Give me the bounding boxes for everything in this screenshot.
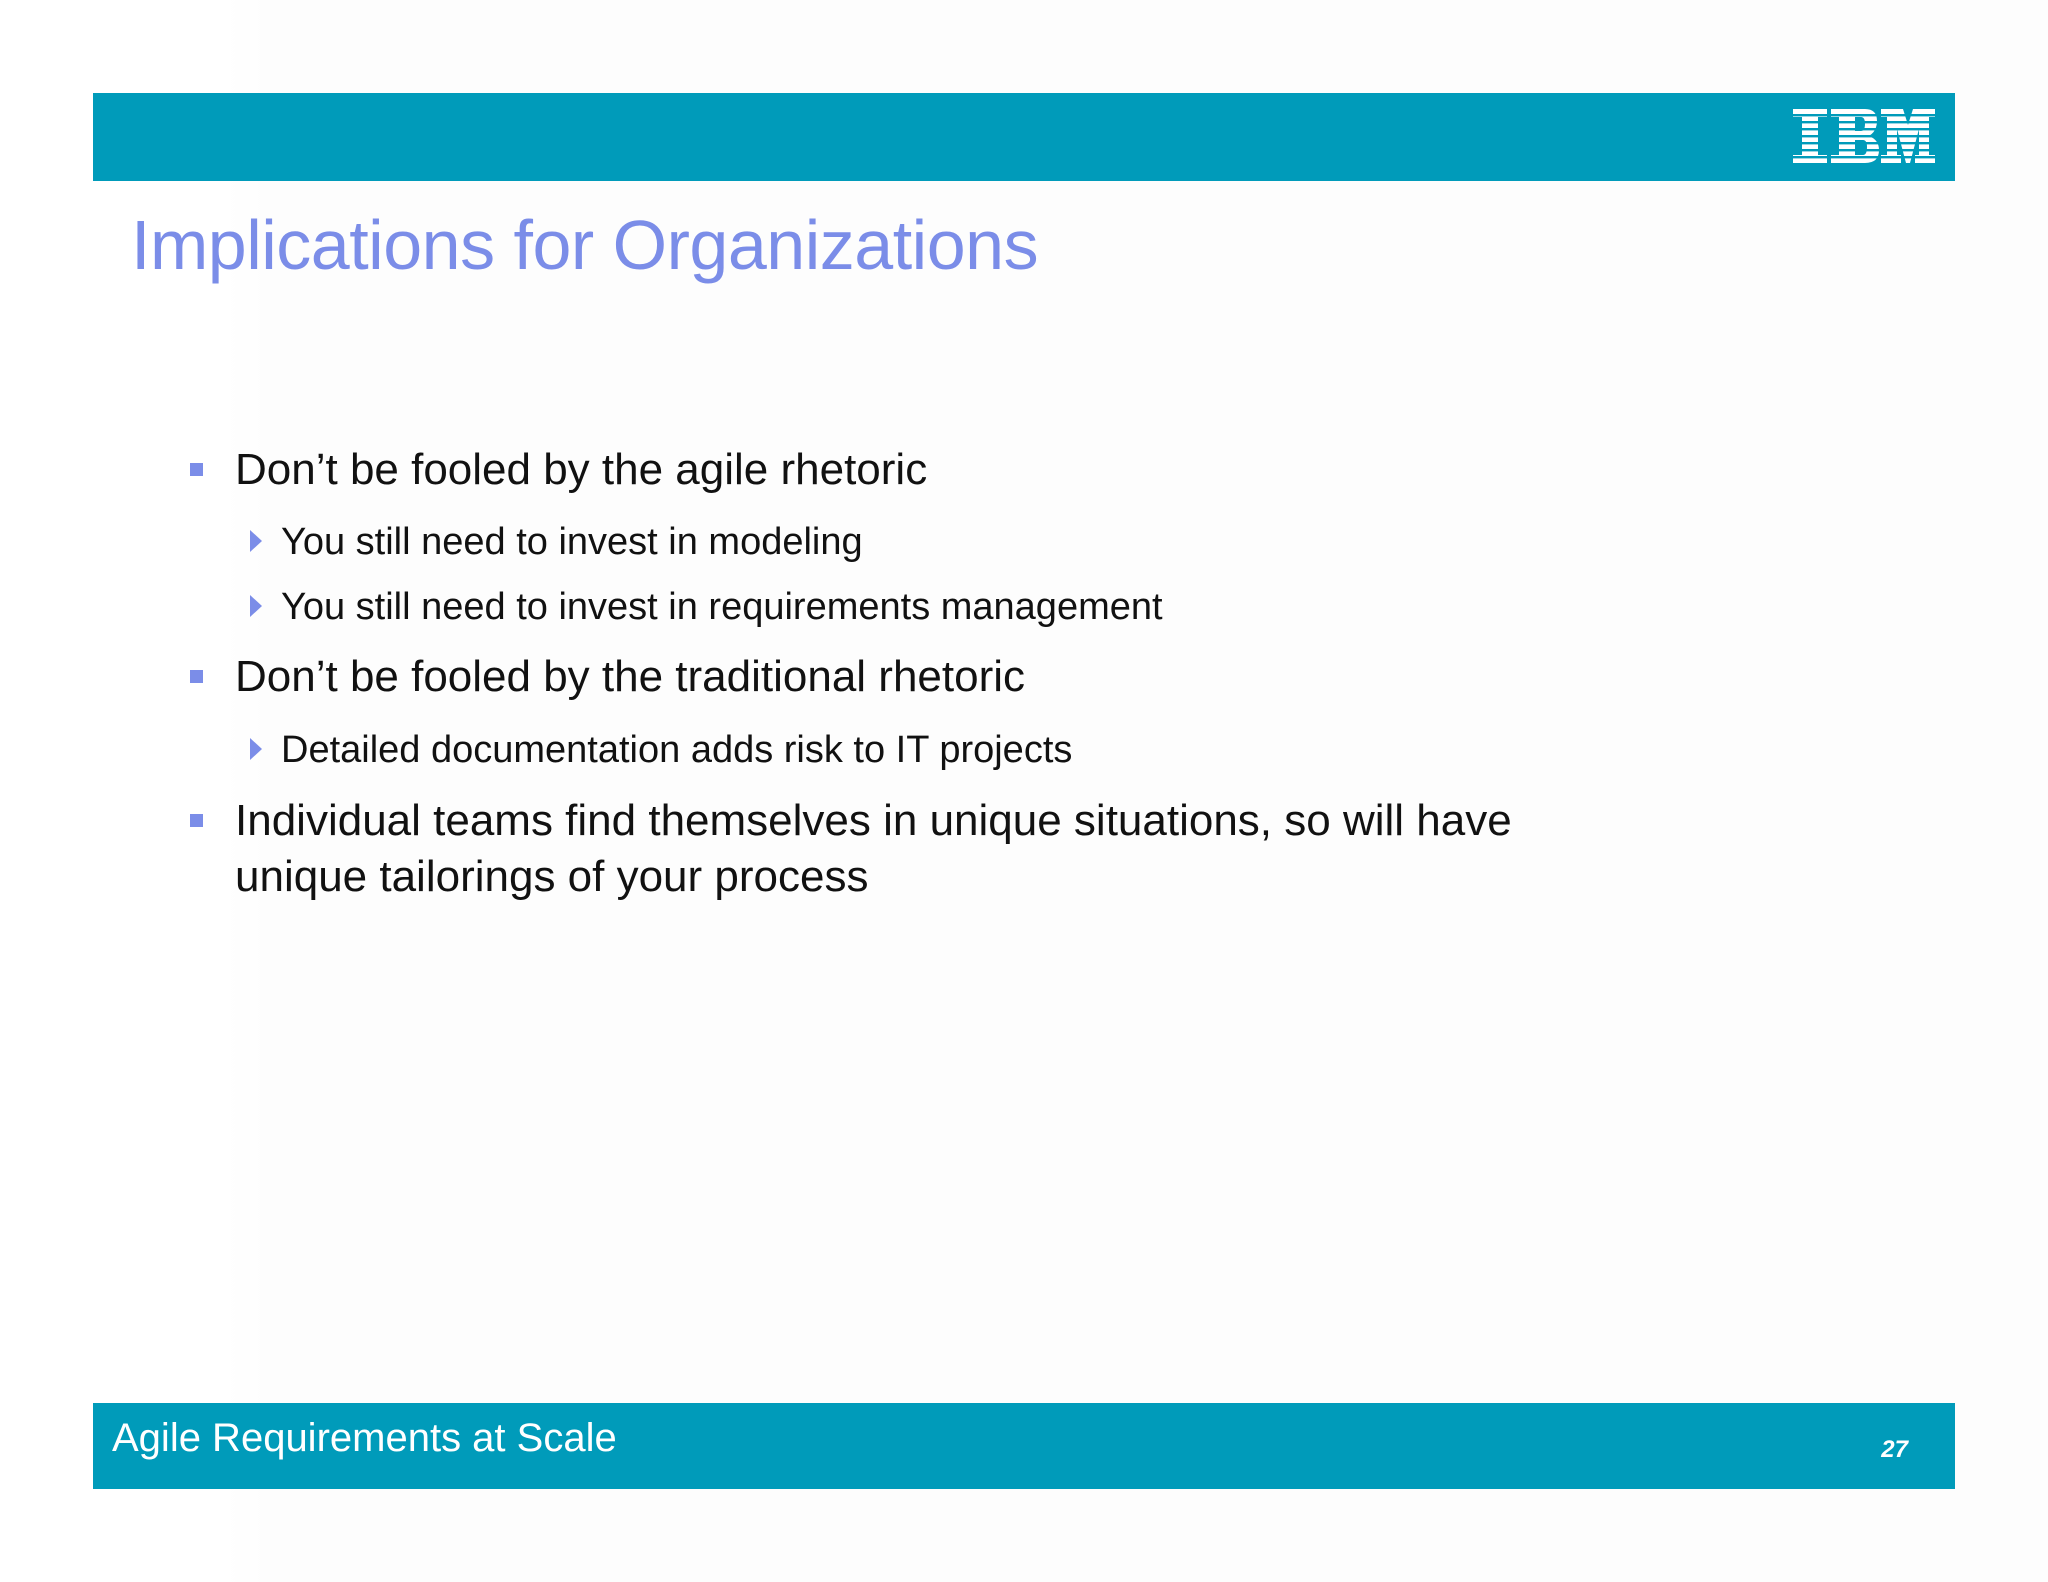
sub-bullet-text: You still need to invest in modeling bbox=[281, 521, 863, 563]
bullet-text: Don’t be fooled by the agile rhetoric bbox=[235, 445, 928, 494]
square-bullet-icon bbox=[190, 670, 203, 683]
footer-title: Agile Requirements at Scale bbox=[112, 1416, 617, 1460]
ibm-logo bbox=[1793, 109, 1935, 163]
footer-bar bbox=[93, 1403, 1955, 1489]
sub-bullet-text: Detailed documentation adds risk to IT projects bbox=[281, 729, 1073, 771]
sub-bullet-text: You still need to invest in requirements management bbox=[281, 586, 1163, 628]
square-bullet-icon bbox=[190, 463, 203, 476]
header-bar bbox=[93, 93, 1955, 181]
bullet-text-line-1: Individual teams find themselves in unique situations, so will have bbox=[235, 796, 1512, 845]
slide-title: Implications for Organizations bbox=[131, 206, 1039, 284]
bullet-text-line-2: unique tailorings of your process bbox=[235, 852, 869, 901]
triangle-bullet-icon bbox=[250, 530, 262, 552]
page-number: 27 bbox=[1881, 1436, 1908, 1463]
triangle-bullet-icon bbox=[250, 595, 262, 617]
bullet-text: Don’t be fooled by the traditional rhetoric bbox=[235, 652, 1026, 701]
triangle-bullet-icon bbox=[250, 738, 262, 760]
square-bullet-icon bbox=[190, 814, 203, 827]
